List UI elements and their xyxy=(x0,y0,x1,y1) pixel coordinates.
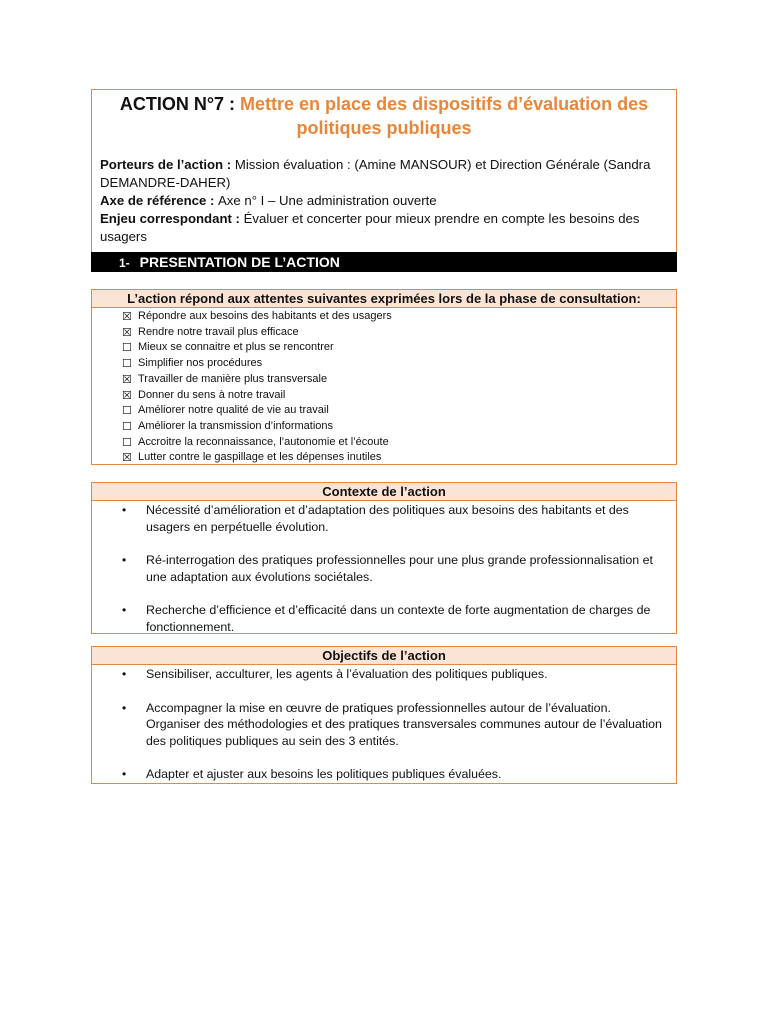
bullet-icon: • xyxy=(122,667,127,681)
checked-box-icon: ☒ xyxy=(122,451,132,465)
bullet-text: Sensibiliser, acculturer, les agents à l’évaluation des politiques publiques. xyxy=(146,667,548,681)
checklist-label: Travailler de manière plus transversale xyxy=(138,372,328,385)
action-number: ACTION N°7 : xyxy=(119,94,241,114)
objectifs-heading: Objectifs de l’action xyxy=(92,647,676,665)
contexte-heading: Contexte de l’action xyxy=(92,483,676,501)
checked-box-icon: ☒ xyxy=(122,372,132,386)
checklist-item xyxy=(122,450,676,466)
bullet-icon: • xyxy=(122,553,127,568)
checklist-label: Donner du sens à notre travail xyxy=(138,388,286,401)
porteurs-value: Mission évaluation : (Amine MANSOUR) et Direction Générale (Sandra DEMANDRE-DAHER) xyxy=(100,157,651,190)
section-title: PRESENTATION DE L’ACTION xyxy=(139,254,340,270)
action-meta xyxy=(100,156,668,246)
bullet-item xyxy=(92,766,664,783)
bullet-text: Adapter et ajuster aux besoins les politiques publiques évaluées. xyxy=(146,767,502,782)
checklist-label: Lutter contre le gaspillage et les dépenses inutiles xyxy=(138,451,382,464)
axe-line xyxy=(100,192,668,210)
enjeu-line xyxy=(100,210,668,246)
bullet-text: Ré-interrogation des pratiques professionnelles pour une plus grande professionnalisation et une adaptation aux évolutions sociétales. xyxy=(146,553,653,584)
checklist-item xyxy=(122,340,676,356)
axe-value: Axe n° I – Une administration ouverte xyxy=(218,193,437,208)
porteurs-line xyxy=(100,156,668,192)
bullet-icon: • xyxy=(122,503,127,517)
bullet-item xyxy=(92,666,664,683)
checked-box-icon: ☒ xyxy=(122,388,132,402)
axe-label: Axe de référence : xyxy=(100,193,219,208)
bullet-item xyxy=(92,552,664,585)
bullet-text: Nécessité d’amélioration et d’adaptation des politiques aux besoins des habitants et des usagers en perpétuelle évolution. xyxy=(146,503,629,534)
bullet-icon: • xyxy=(122,700,127,715)
checklist-item xyxy=(122,419,676,435)
contexte-box xyxy=(91,482,677,634)
checklist-item xyxy=(122,372,676,388)
contexte-list xyxy=(92,501,676,636)
bullet-text: Accompagner la mise en œuvre de pratiques professionnelles autour de l’évaluation. Organiser des méthodologies et des pratiques transversales communes autour de l’évaluation des politiques publiques au sein des 3 entités. xyxy=(146,700,662,748)
checklist-label: Accroitre la reconnaissance, l’autonomie et l’écoute xyxy=(138,435,389,448)
action-name: Mettre en place des dispositifs d’évaluation des politiques publiques xyxy=(240,94,649,138)
checked-box-icon: ☒ xyxy=(122,325,132,339)
checklist-label: Améliorer la transmission d’informations xyxy=(138,419,334,432)
checklist-item xyxy=(122,435,676,451)
unchecked-box-icon: ☐ xyxy=(122,404,132,418)
checklist-label: Simplifier nos procédures xyxy=(138,357,263,370)
porteurs-label: Porteurs de l’action : xyxy=(100,157,235,172)
unchecked-box-icon: ☐ xyxy=(122,341,132,355)
checklist-label: Répondre aux besoins des habitants et des usagers xyxy=(138,310,392,322)
section-number: 1- xyxy=(119,256,130,270)
objectifs-list xyxy=(92,665,676,783)
checklist-item xyxy=(122,309,676,325)
checklist-item xyxy=(122,356,676,372)
attentes-checklist xyxy=(92,308,676,466)
bullet-icon: • xyxy=(122,767,127,782)
unchecked-box-icon: ☐ xyxy=(122,357,132,371)
bullet-item xyxy=(92,602,664,635)
unchecked-box-icon: ☐ xyxy=(122,435,132,449)
checklist-item xyxy=(122,325,676,341)
checked-box-icon: ☒ xyxy=(122,310,132,323)
checklist-label: Rendre notre travail plus efficace xyxy=(138,325,299,338)
section-heading xyxy=(91,252,677,272)
bullet-item xyxy=(92,700,664,750)
attentes-heading: L’action répond aux attentes suivantes exprimées lors de la phase de consultation: xyxy=(92,290,676,308)
bullet-icon: • xyxy=(122,603,127,618)
objectifs-box xyxy=(91,646,677,784)
enjeu-value: Évaluer et concerter pour mieux prendre en compte les besoins des usagers xyxy=(100,211,640,244)
unchecked-box-icon: ☐ xyxy=(122,419,132,433)
action-title xyxy=(100,92,668,140)
bullet-text: Recherche d’efficience et d’efficacité dans un contexte de forte augmentation de charges de fonctionnement. xyxy=(146,603,651,634)
enjeu-label: Enjeu correspondant : xyxy=(100,211,244,226)
checklist-label: Améliorer notre qualité de vie au travail xyxy=(138,404,329,417)
checklist-label: Mieux se connaitre et plus se rencontrer xyxy=(138,341,334,354)
action-header xyxy=(91,89,677,252)
checklist-item xyxy=(122,388,676,404)
bullet-item xyxy=(92,502,664,535)
attentes-box xyxy=(91,289,677,465)
checklist-item xyxy=(122,403,676,419)
